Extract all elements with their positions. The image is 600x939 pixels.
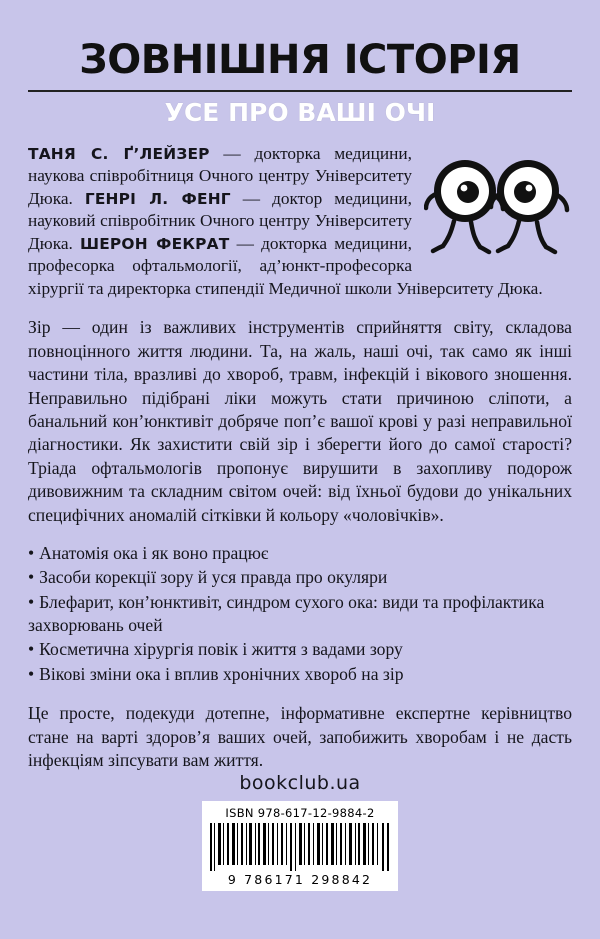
list-item-label: Косметична хірургія повік і життя з вадами зору [39, 639, 403, 660]
bullet-marker: • [28, 663, 35, 684]
list-item [28, 591, 572, 638]
list-item [28, 638, 572, 661]
list-item-label: Вікові зміни ока і вплив хронічних хвороб на зір [39, 663, 404, 684]
closing-paragraph: Це просте, подекуди дотепне, інформативне експертне керівництво стане на варті здоров’я ваших очей, запобижить хворобам і не дасть інфекціям зіпсувати вам життя. [28, 703, 572, 771]
authors-section [28, 143, 572, 300]
title-divider [28, 90, 572, 92]
page-subtitle: УСЕ ПРО ВАШІ ОЧІ [164, 98, 436, 127]
cover-footer [0, 772, 600, 891]
topics-list [28, 542, 572, 686]
page-title: ЗОВНІШНЯ ІСТОРІЯ [79, 37, 521, 83]
list-item [28, 542, 572, 565]
bullet-marker: • [28, 639, 35, 660]
authors-bio: ТАНЯ С. Ґ’ЛЕЙЗЕР — докторка медицини, наукова співробітниця Очного центру Університету Дюка. ГЕНРІ Л. ФЕНГ — доктор медицини, науковий співробітник Очного центру Університету Дюка. ШЕРОН ФЕКРАТ — докторка медицини, професорка офтальмології, ад’юнкт-професорка хірургії та директорка стипендії Медичної школи Університету Дюка. [28, 144, 543, 298]
barcode-number: 9 786171 298842 [227, 872, 373, 887]
list-item-label: Блефарит, кон’юнктивіт, синдром сухого ока: види та профілактика захворювань очей [28, 591, 545, 636]
bullet-marker: • [28, 591, 35, 612]
bullet-marker: • [28, 542, 35, 563]
list-item [28, 663, 572, 686]
list-item [28, 566, 572, 589]
barcode-icon [208, 823, 392, 871]
barcode-block [202, 801, 398, 891]
book-description: Зір — один із важливих інструментів сприйняття світу, складова повноцінного життя людини. Та, на жаль, наші очі, так само як інші частини тіла, вразливі до хвороб, травм, інфекцій і вікового зношення. Неправильно підібрані ліки можуть стати причиною сліпоти, а банальний кон’юнктивіт добряче поп’є вашої крові у разі неправильної діагностики. Як захистити свій зір і зберегти його до самої старості? Тріада офтальмологів пропонує вирушити в захопливу подорож дивовижним та складним світом очей: від їхньої будови до унікальних специфічних аномалій сітківки й кольору «чоловічків». [28, 317, 572, 525]
list-item-label: Анатомія ока і як воно працює [39, 542, 269, 563]
isbn-text: ISBN 978-617-12-9884-2 [225, 806, 375, 820]
bullet-marker: • [28, 567, 35, 588]
publisher-website[interactable]: bookclub.ua [239, 772, 361, 794]
two-cartoon-eyes-icon [424, 147, 572, 262]
list-item-label: Засоби корекції зору й уся правда про окуляри [39, 567, 388, 588]
